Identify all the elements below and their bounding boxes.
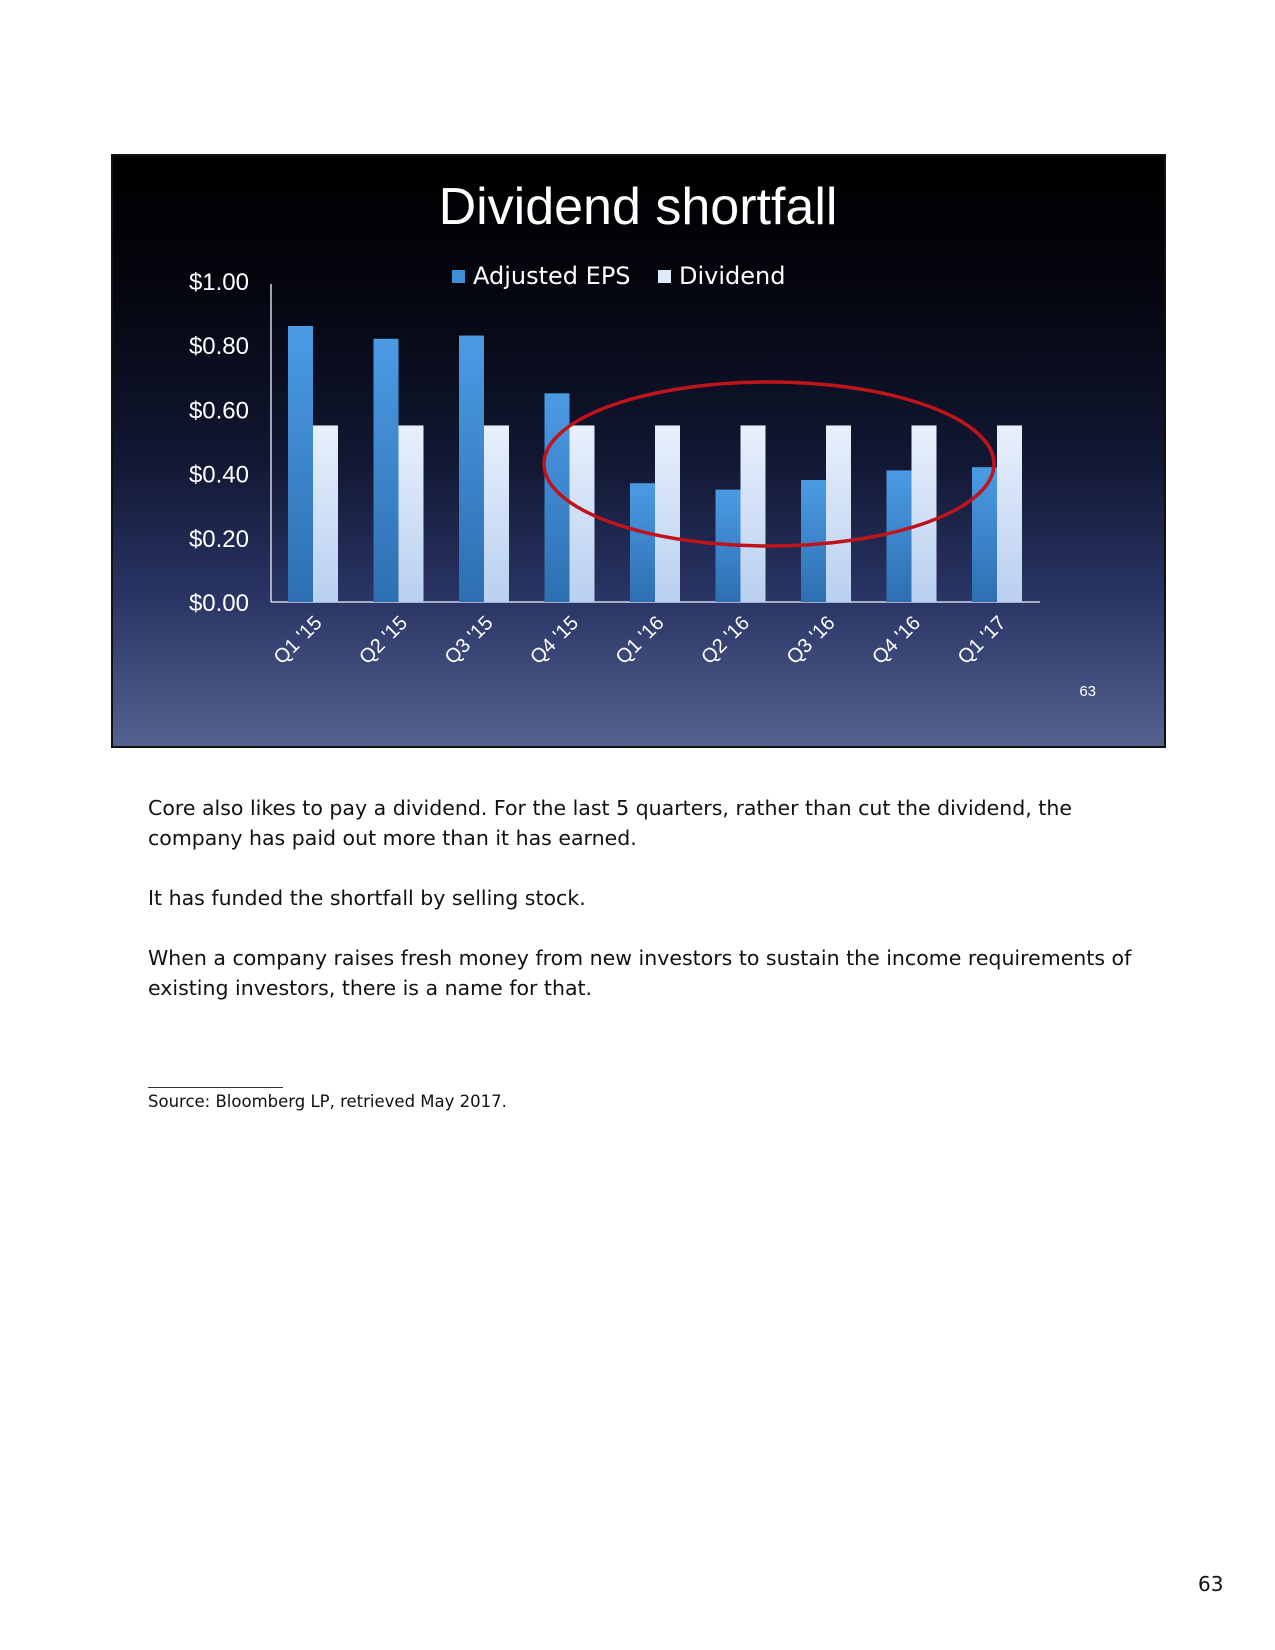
y-tick-label: $1.00: [188, 269, 249, 296]
notes-paragraph-1: Core also likes to pay a dividend. For the last 5 quarters, rather than cut the dividend, the company has paid out more than it has earned.: [148, 796, 1072, 850]
y-tick-label: $0.20: [188, 525, 249, 553]
x-tick-label: Q3 '16: [782, 611, 840, 669]
eps-bar: [288, 326, 313, 602]
chart-title: Dividend shortfall: [438, 178, 838, 236]
x-tick-label: Q4 '16: [868, 611, 926, 669]
legend: [452, 262, 785, 290]
legend-label: Dividend: [679, 262, 786, 290]
x-tick-label: Q1 '15: [269, 611, 327, 669]
bars: [288, 326, 1022, 602]
x-axis-tick-labels: [270, 612, 1011, 669]
slide-number: 63: [1079, 683, 1096, 700]
legend-swatch: [452, 270, 465, 283]
x-tick-label: Q2 '16: [697, 611, 755, 669]
y-axis-tick-labels: [189, 269, 249, 617]
legend-label: Adjusted EPS: [473, 262, 631, 290]
slide: [111, 154, 1166, 748]
dividend-bar: [484, 425, 509, 602]
dividend-bar: [826, 425, 851, 602]
y-tick-label: $0.80: [188, 333, 249, 361]
x-tick-label: Q1 '16: [611, 611, 669, 669]
eps-bar: [630, 483, 655, 602]
x-tick-label: Q4 '15: [526, 611, 584, 669]
dividend-chart: [113, 156, 1164, 746]
x-tick-label: Q1 '17: [953, 611, 1011, 669]
dividend-bar: [313, 425, 338, 602]
eps-bar: [801, 480, 826, 602]
dividend-bar: [399, 425, 424, 602]
source-footnote: Source: Bloomberg LP, retrieved May 2017.: [148, 1092, 507, 1111]
eps-bar: [374, 339, 399, 602]
dividend-bar: [997, 425, 1022, 602]
eps-bar: [887, 470, 912, 602]
eps-bar: [459, 336, 484, 602]
dividend-bar: [655, 425, 680, 602]
dividend-bar: [741, 425, 766, 602]
legend-swatch: [658, 270, 671, 283]
dividend-bar: [912, 425, 937, 602]
footnote-divider: [148, 1087, 283, 1088]
y-tick-label: $0.60: [188, 397, 249, 425]
y-tick-label: $0.40: [188, 461, 249, 489]
notes-paragraph-2: It has funded the shortfall by selling stock.: [148, 886, 586, 910]
page-number: 63: [1198, 1572, 1224, 1596]
notes-paragraph-3: When a company raises fresh money from new investors to sustain the income requirements of existing investors, there is a name for that.: [148, 946, 1132, 1000]
x-tick-label: Q3 '15: [440, 611, 498, 669]
y-tick-label: $0.00: [188, 590, 249, 617]
x-tick-label: Q2 '15: [355, 611, 413, 669]
